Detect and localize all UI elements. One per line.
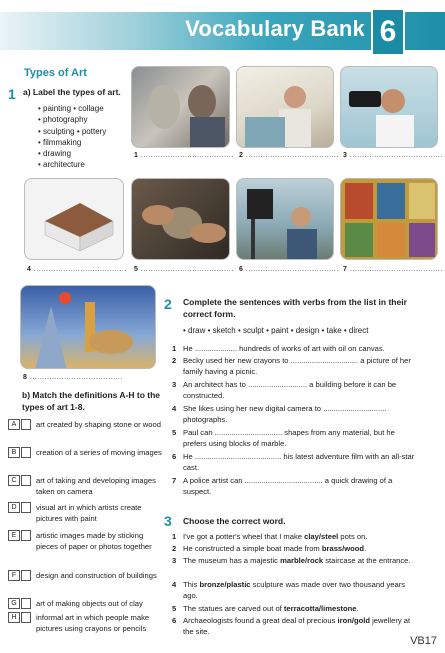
exercise-2-sentence: 1 He .................... hundreds of works of art with oil on canvas. bbox=[172, 344, 385, 353]
photo-drawing bbox=[340, 178, 438, 260]
exercise-3-sentence: 3 The museum has a majestic marble/rock staircase at the entrance. bbox=[172, 556, 411, 565]
art-word-list bbox=[38, 103, 106, 171]
word-item: • architecture bbox=[38, 159, 106, 170]
exercise-3-sentence: 4 This bronze/plastic sculpture was made over two thousand years ago. bbox=[172, 580, 406, 601]
definition-letter: G bbox=[8, 598, 20, 609]
word-item: • painting • collage bbox=[38, 103, 106, 114]
definition-letter: C bbox=[8, 475, 20, 486]
unit-badge bbox=[371, 8, 405, 56]
header-banner bbox=[0, 12, 445, 50]
word-item: • filmmaking bbox=[38, 137, 106, 148]
exercise-2-sentence: 5 Paul can ................................ shapes from any material, but he prefers using blocks of marble. bbox=[172, 428, 395, 449]
page-title: Vocabulary Bank bbox=[185, 16, 365, 41]
definition-row: E artistic images made by sticking pieces of paper or photos together bbox=[8, 530, 166, 553]
definition-letter: E bbox=[8, 530, 20, 541]
exercise-2-sentence: 3 An architect has to ............................ a building before it can be constructed. bbox=[172, 380, 397, 401]
house-model-illustration bbox=[25, 179, 124, 260]
exercise-1-number: 1 bbox=[8, 86, 16, 102]
definition-row: F design and construction of buildings bbox=[8, 570, 166, 581]
photo-sculpting bbox=[131, 66, 230, 148]
definition-row: A art created by shaping stone or wood bbox=[8, 419, 166, 430]
exercise-2-instruction: Complete the sentences with verbs from the list in their correct form. bbox=[183, 297, 407, 319]
photographer-illustration bbox=[341, 67, 438, 148]
collage-illustration bbox=[21, 286, 156, 369]
exercise-2-sentence: 4 She likes using her new digital camera to .............................. photographs. bbox=[172, 404, 387, 425]
word-choice[interactable]: clay/steel bbox=[304, 532, 339, 541]
sculptor-illustration bbox=[132, 67, 230, 148]
definition-letter: F bbox=[8, 570, 20, 581]
exercise-3-sentence: 2 He constructed a simple boat made from brass/wood. bbox=[172, 544, 367, 553]
unit-number: 6 bbox=[379, 15, 397, 48]
answer-box[interactable] bbox=[21, 530, 31, 541]
exercise-3-sentence: 5 The statues are carved out of terracotta/limestone. bbox=[172, 604, 359, 613]
exercise-3-instruction: Choose the correct word. bbox=[183, 516, 286, 526]
definition-letter: D bbox=[8, 502, 20, 513]
exercise-2-sentence: 2 Becky used her new crayons to ................................ a picture of her family having a picnic. bbox=[172, 356, 411, 377]
word-item: • drawing bbox=[38, 148, 106, 159]
word-choice[interactable]: terracotta/limestone bbox=[283, 604, 357, 613]
answer-box[interactable] bbox=[21, 475, 31, 486]
exercise-1a-instruction: a) Label the types of art. bbox=[23, 87, 121, 97]
definition-letter: H bbox=[8, 612, 20, 623]
faces-drawing-illustration bbox=[341, 179, 438, 260]
photo-6-caption: 6 ...................................... bbox=[239, 266, 339, 273]
section-title: Types of Art bbox=[24, 67, 87, 79]
answer-box[interactable] bbox=[21, 502, 31, 513]
answer-box[interactable] bbox=[21, 570, 31, 581]
answer-box[interactable] bbox=[21, 598, 31, 609]
verb-list: • draw • sketch • sculpt • paint • design • take • direct bbox=[183, 326, 369, 335]
definition-row: G art of making objects out of clay bbox=[8, 598, 166, 609]
photo-filmmaking bbox=[236, 178, 334, 260]
photo-4-caption: 4 ...................................... bbox=[27, 266, 127, 273]
pottery-illustration bbox=[132, 179, 230, 260]
page-number: VB17 bbox=[410, 635, 437, 647]
film-camera-illustration bbox=[237, 179, 334, 260]
word-choice[interactable]: iron/gold bbox=[337, 616, 370, 625]
exercise-3-sentence: 1 I've got a potter's wheel that I make clay/steel pots on. bbox=[172, 532, 368, 541]
word-item: • photography bbox=[38, 114, 106, 125]
exercise-1b-instruction: b) Match the definitions A-H to the types of art 1-8. bbox=[22, 390, 161, 412]
photo-2-caption: 2 ...................................... bbox=[239, 152, 339, 159]
photo-photography bbox=[340, 66, 438, 148]
photo-7-caption: 7 ...................................... bbox=[343, 266, 443, 273]
exercise-2-number: 2 bbox=[164, 296, 172, 312]
photo-painting bbox=[236, 66, 334, 148]
photo-pottery bbox=[131, 178, 230, 260]
photo-1-caption: 1 ...................................... bbox=[134, 152, 234, 159]
definition-letter: A bbox=[8, 419, 20, 430]
painter-illustration bbox=[237, 67, 334, 148]
answer-box[interactable] bbox=[21, 612, 31, 623]
word-item: • sculpting • pottery bbox=[38, 126, 106, 137]
exercise-2-sentence: 7 A police artist can ..................................... a quick drawing of a suspect. bbox=[172, 476, 393, 497]
definition-row: C art of taking and developing images taken on camera bbox=[8, 475, 166, 498]
photo-8-caption: 8 ...................................... bbox=[23, 374, 123, 381]
exercise-2-sentence: 6 He ......................................... his latest adventure film with an all-star cast. bbox=[172, 452, 415, 473]
word-choice[interactable]: brass/wood bbox=[321, 544, 365, 553]
answer-box[interactable] bbox=[21, 419, 31, 430]
definition-row: B creation of a series of moving images bbox=[8, 447, 166, 458]
definition-row: D visual art in which artists create pictures with paint bbox=[8, 502, 166, 525]
answer-box[interactable] bbox=[21, 447, 31, 458]
word-choice[interactable]: bronze/plastic bbox=[199, 580, 251, 589]
exercise-3-sentence: 6 Archaeologists found a great deal of precious iron/gold jewellery at the site. bbox=[172, 616, 411, 637]
photo-5-caption: 5 ...................................... bbox=[134, 266, 234, 273]
photo-architecture bbox=[24, 178, 124, 260]
exercise-3-number: 3 bbox=[164, 513, 172, 529]
definition-row: H informal art in which people make pictures using crayons or pencils bbox=[8, 612, 166, 635]
word-choice[interactable]: marble/rock bbox=[280, 556, 324, 565]
definition-letter: B bbox=[8, 447, 20, 458]
photo-collage bbox=[20, 285, 156, 369]
photo-3-caption: 3 ...................................... bbox=[343, 152, 443, 159]
